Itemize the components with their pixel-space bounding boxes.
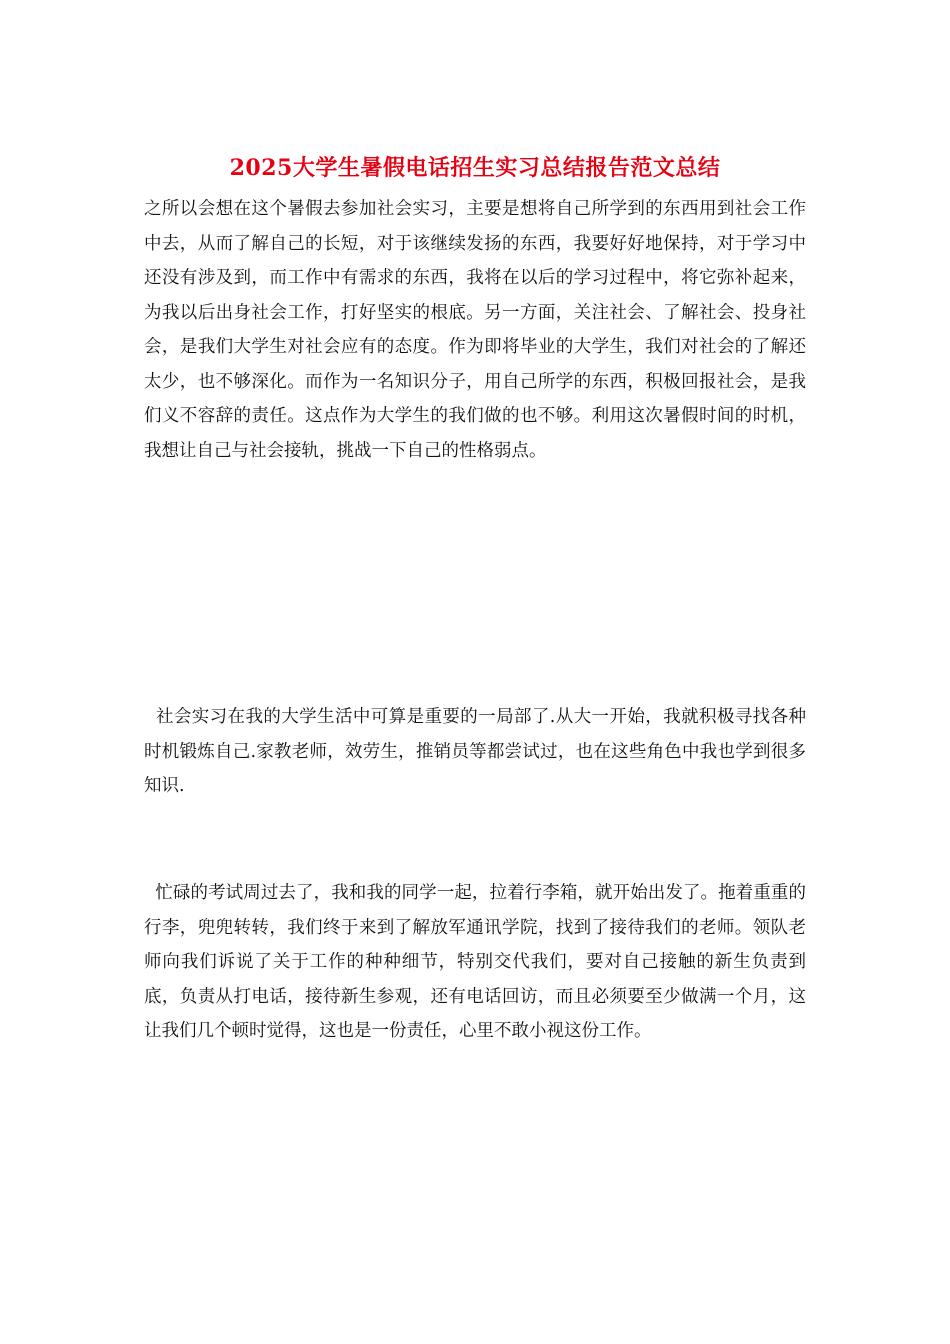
paragraph-2: 社会实习在我的大学生活中可算是重要的一局部了.从大一开始，我就积极寻找各种时机锻炼自己.家教老师，效劳生，推销员等都尝试过，也在这些角色中我也学到很多知识. <box>144 707 806 796</box>
paragraph-3: 忙碌的考试周过去了，我和我的同学一起，拉着行李箱，就开始出发了。拖着重重的行李，兜兜转转，我们终于来到了解放军通讯学院，找到了接待我们的老师。领队老师向我们诉说了关于工作的种种细节，特别交代我们，要对自己接触的新生负责到底，负责从打电话，接待新生参观，还有电话回访，而且必须要至少做满一个月，这让我们几个顿时觉得，这也是一份责任，心里不敢小视这份工作。 <box>144 883 806 1041</box>
paragraph-1: 之所以会想在这个暑假去参加社会实习，主要是想将自己所学到的东西用到社会工作中去，从而了解自己的长短，对于该继续发扬的东西，我要好好地保持，对于学习中还没有涉及到，而工作中有需求的东西，我将在以后的学习过程中，将它弥补起来，为我以后出身社会工作，打好坚实的根底。另一方面，关注社会、了解社会、投身社会，是我们大学生对社会应有的态度。作为即将毕业的大学生，我们对社会的了解还太少，也不够深化。而作为一名知识分子，用自己所学的东西，积极回报社会，是我们义不容辞的责任。这点作为大学生的我们做的也不够。利用这次暑假时间的时机，我想让自己与社会接轨，挑战一下自己的性格弱点。 <box>144 199 806 461</box>
document-title: 2025大学生暑假电话招生实习总结报告范文总结 <box>229 155 721 181</box>
